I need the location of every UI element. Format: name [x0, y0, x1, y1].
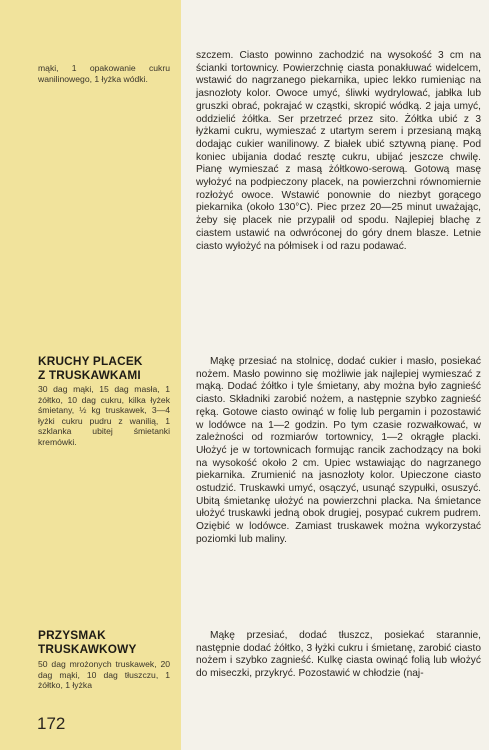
recipe-title-line: PRZYSMAK — [38, 628, 106, 642]
page-number: 172 — [37, 714, 66, 733]
instructions-paragraph-continued: szczem. Ciasto powinno zachodzić na wysokość 3 cm na ścianki tortownicy. Powierzchnię ciasta ponakłuwać widelcem, wstawić do nagrzanego piekarnika, upiec lekko rumieniąc na jasnozłoty kolor. Owoce umyć, śliwki wydrylować, jabłka lub gruszki obrać, pokrajać w cząstki, skropić wódką. 2 jaja umyć, oddzielić żółtka. Ser przetrzeć przez sito. Żółtka ubić z 3 łyżkami cukru, wymieszać z utartym serem i przesianą mąką dodając cukier wanilinowy. Z białek ubić sztywną pianę. Pod koniec ubijania dodać resztę cukru, ubijać jeszcze chwilę. Pianę wymieszać z masą żółtkowo-serową. Gotową masę wyłożyć na podpieczony placek, na powierzchni równomiernie rozłożyć owoce. Wstawić ponownie do niezbyt gorącego piekarnika (około 130°C). Piec przez 20—25 minut uważając, żeby się placek nie przypalił od spodu. Najlepiej blachę z ciastem ustawić na odwróconej do góry dnem blasze. Letnie ciasto wyłożyć na półmisek i od razu podawać. — [196, 50, 481, 252]
recipe-title-przysmak-truskawkowy — [38, 629, 178, 656]
recipe-ingredients-kruchy-placek: 30 dag mąki, 15 dag masła, 1 żółtko, 10 dag cukru, kilka łyżek śmietany, ½ kg truskawek, 3—4 łyżki cukru pudru z wanilią, 1 szklanka ubitej śmietanki kremówki. — [38, 384, 170, 447]
recipe-title-line: Z TRUSKAWKAMI — [38, 367, 141, 382]
main-instructions-column — [181, 0, 489, 750]
recipe-title-line: KRUCHY PLACEK — [38, 354, 143, 368]
continued-ingredients: mąki, 1 opakowanie cukru wanilinowego, 1 łyżka wódki. — [38, 63, 170, 84]
sidebar-ingredients-column — [0, 0, 181, 750]
instructions-paragraph-przysmak-truskawkowy: Mąkę przesiać, dodać tłuszcz, posiekać starannie, następnie dodać żółtko, 3 łyżki cukru i śmietanę, zarobić ciasto nożem i szybko zagnieść. Kulkę ciasta owinąć folią lub włożyć do miseczki, przykryć. Pozostawić w chłodzie (naj- — [196, 630, 481, 680]
recipe-title-line: TRUSKAWKOWY — [38, 641, 137, 656]
recipe-ingredients-przysmak-truskawkowy: 50 dag mrożonych truskawek, 20 dag mąki, 10 dag tłuszczu, 1 żółtko, 1 łyżka — [38, 659, 170, 691]
recipe-title-kruchy-placek — [38, 355, 178, 382]
instructions-paragraph-kruchy-placek: Mąkę przesiać na stolnicę, dodać cukier i masło, posiekać nożem. Masło powinno się możliwie jak najlepiej wymieszać z mąką. Dodać żółtko i tyle śmietany, aby można było zagnieść ciasto. Składniki zarobić nożem, a następnie szybko zagnieść ręką. Gotowe ciasto owinąć w folię lub pergamin i pozostawić w lodówce na 1—2 godzin. Po tym czasie rozwałkować, w zależności od rozmiarów tortownicy, 1—2 okrągłe placki. Ułożyć je w tortownicach formując rancik zachodzący na boki na wysokość około 2 cm. Upiec wstawiając do nagrzanego piekarnika. Zrumienić na jasnozłoty kolor. Upieczone ciasto ostudzić. Truskawki umyć, osączyć, usunąć szypułki, osuszyć. Ubitą śmietankę ułożyć na powierzchni placka. Na śmietance ułożyć truskawki jedną obok drugiej, posypać cukrem pudrem. Oziębić w lodówce. Zamiast truskawek można wykorzystać poziomki lub maliny. — [196, 356, 481, 545]
